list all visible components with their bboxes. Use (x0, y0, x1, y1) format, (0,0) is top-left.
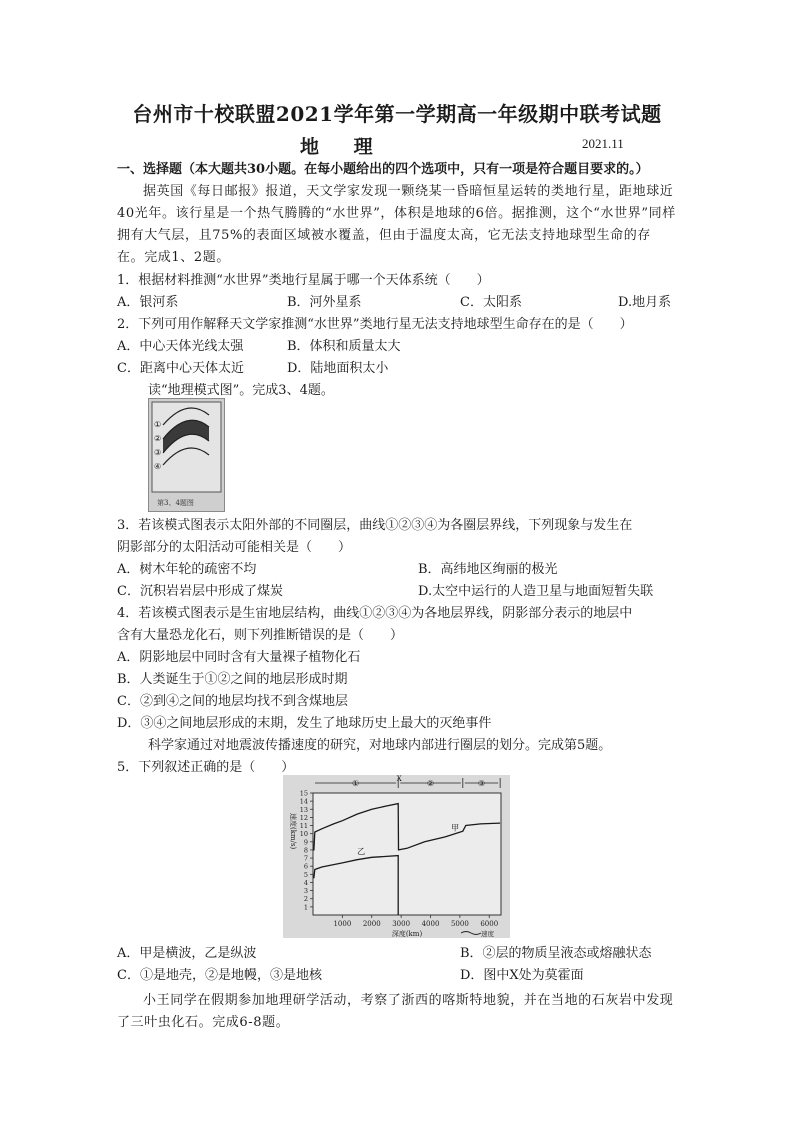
question-2-stem: 2．下列可用作解释天文学家推测“水世界”类地行星无法支持地球型生命存在的是（ ） (117, 317, 633, 332)
question-5-stem: 5．下列叙述正确的是（ ） (117, 760, 295, 775)
layer-label: ① (352, 779, 360, 788)
layer-label: ③ (477, 779, 486, 788)
material-paragraph: 据英国《每日邮报》报道，天文学家发现一颗绕某一昏暗恒星运转的类地行星，距地球近40光年。该行星是一个热气腾腾的“水世界”，体积是地球的6倍。据推测，这个“水世界”同样拥有大气层，且75%的表面区域被水覆盖，但由于温度太高，它无法支持地球型生命的存在。完成1、2题。 (117, 184, 676, 265)
y-tick-label: 3 (303, 887, 308, 896)
y-tick-label: 9 (303, 838, 308, 847)
question-1-option-a: A．银河系 (117, 295, 179, 310)
subject-title: 地 理 (300, 136, 387, 158)
question-1-option-d: D.地月系 (618, 295, 672, 310)
question-5-option-b: B．②层的物质呈液态或熔融状态 (460, 946, 652, 961)
x-tick-label: 2000 (362, 920, 381, 928)
x-tick-label: 1000 (333, 920, 352, 928)
y-tick-label: 1 (303, 903, 308, 912)
y-tick-label: 12 (299, 813, 308, 822)
x-axis-label: 深度(km) (391, 930, 423, 938)
y-tick-label: 4 (303, 878, 308, 887)
y-tick-label: 15 (299, 789, 308, 798)
x-tick-label: 6000 (480, 920, 499, 928)
x-tick-label: 4000 (421, 920, 440, 928)
y-tick-label: 2 (303, 895, 308, 904)
y-tick-label: 14 (299, 797, 308, 806)
question-3-stem-line1: 3．若该模式图表示太阳外部的不同圈层，曲线①②③④为各圈层界线，下列现象与发生在 (117, 518, 633, 533)
question-3-option-a: A．树木年轮的疏密不均 (117, 562, 257, 577)
curve-label-2: ② (154, 434, 162, 443)
series-label-yi: 乙 (357, 847, 366, 856)
pattern-figure (148, 398, 225, 512)
figure-caption: 第3、4题图 (157, 499, 194, 507)
section-heading: 一、选择题（本大题共30小题。在每小题给出的四个选项中，只有一项是符合题目要求的。） (117, 162, 649, 177)
curve-label-4: ④ (154, 462, 162, 471)
material-paragraph-6-8: 小王同学在假期参加地理研学活动，考察了浙西的喀斯特地貌，并在当地的石灰岩中发现了三叶虫化石。完成6-8题。 (117, 993, 674, 1030)
question-3-stem-line2: 阴影部分的太阳活动可能相关是（ ） (117, 540, 352, 555)
question-5-option-a: A．甲是横波，乙是纵波 (117, 946, 257, 961)
question-2-option-a: A．中心天体光线太强 (117, 339, 244, 354)
question-4-option-c: C．②到④之间的地层均找不到含煤地层 (117, 694, 348, 709)
question-5-option-d: D．图中X处为莫霍面 (460, 968, 584, 983)
series-label-jia: 甲 (451, 823, 460, 833)
curve-label-3: ③ (154, 448, 162, 457)
pattern-figure-graphic (149, 399, 224, 511)
y-tick-label: 6 (303, 862, 308, 871)
question-2-option-d: D．陆地面积太小 (287, 361, 389, 376)
exam-date: 2021.11 (582, 136, 624, 151)
y-tick-label: 7 (303, 854, 308, 863)
intro-question-5: 科学家通过对地震波传播速度的研究，对地球内部进行圈层的划分。完成第5题。 (148, 738, 612, 753)
x-tick-label: 5000 (450, 920, 469, 928)
y-tick-label: 5 (303, 870, 308, 879)
y-tick-label: 10 (299, 830, 308, 839)
question-4-option-d: D．③④之间地层形成的末期，发生了地球历史上最大的灭绝事件 (117, 716, 492, 731)
question-5-option-c: C．①是地壳，②是地幔，③是地核 (117, 968, 322, 983)
y-axis-label: 速度(km/s) (289, 813, 297, 850)
seismic-wave-chart (283, 775, 510, 938)
legend-label: 速度 (481, 930, 494, 938)
y-tick-label: 11 (299, 822, 308, 831)
y-tick-label: 8 (303, 846, 308, 855)
seismic-wave-chart-svg (283, 775, 510, 938)
question-4-option-b: B．人类诞生于①②之间的地层形成时期 (117, 672, 348, 687)
layer-label: ② (426, 779, 435, 788)
plot-area (313, 793, 501, 915)
question-2-option-c: C．距离中心天体太近 (117, 361, 244, 376)
question-1-option-c: C．太阳系 (460, 295, 522, 310)
question-4-option-a: A．阴影地层中同时含有大量裸子植物化石 (117, 650, 361, 665)
boundary-x-label: X (396, 775, 402, 783)
question-4-stem-line1: 4．若该模式图表示是生宙地层结构，曲线①②③④为各地层界线，阴影部分表示的地层中 (117, 606, 633, 621)
exam-title: 台州市十校联盟2021学年第一学期高一年级期中联考试题 (132, 102, 662, 126)
x-tick-label: 3000 (392, 920, 411, 928)
question-4-stem-line2: 含有大量恐龙化石，则下列推断错误的是（ ） (117, 628, 404, 643)
intro-questions-3-4: 读“地理模式图”。完成3、4题。 (148, 383, 334, 398)
question-3-option-d: D.太空中运行的人造卫星与地面短暂失联 (418, 584, 654, 599)
question-2-option-b: B．体积和质量太大 (287, 339, 401, 354)
question-3-option-b: B．高纬地区绚丽的极光 (418, 562, 558, 577)
question-1-stem: 1．根据材料推测“水世界”类地行星属于哪一个天体系统（ ） (117, 273, 490, 288)
question-3-option-c: C．沉积岩岩层中形成了煤炭 (117, 584, 283, 599)
legend-line (461, 932, 481, 935)
y-tick-label: 13 (299, 805, 308, 814)
curve-label-1: ① (154, 420, 162, 429)
question-1-option-b: B．河外星系 (287, 295, 362, 310)
